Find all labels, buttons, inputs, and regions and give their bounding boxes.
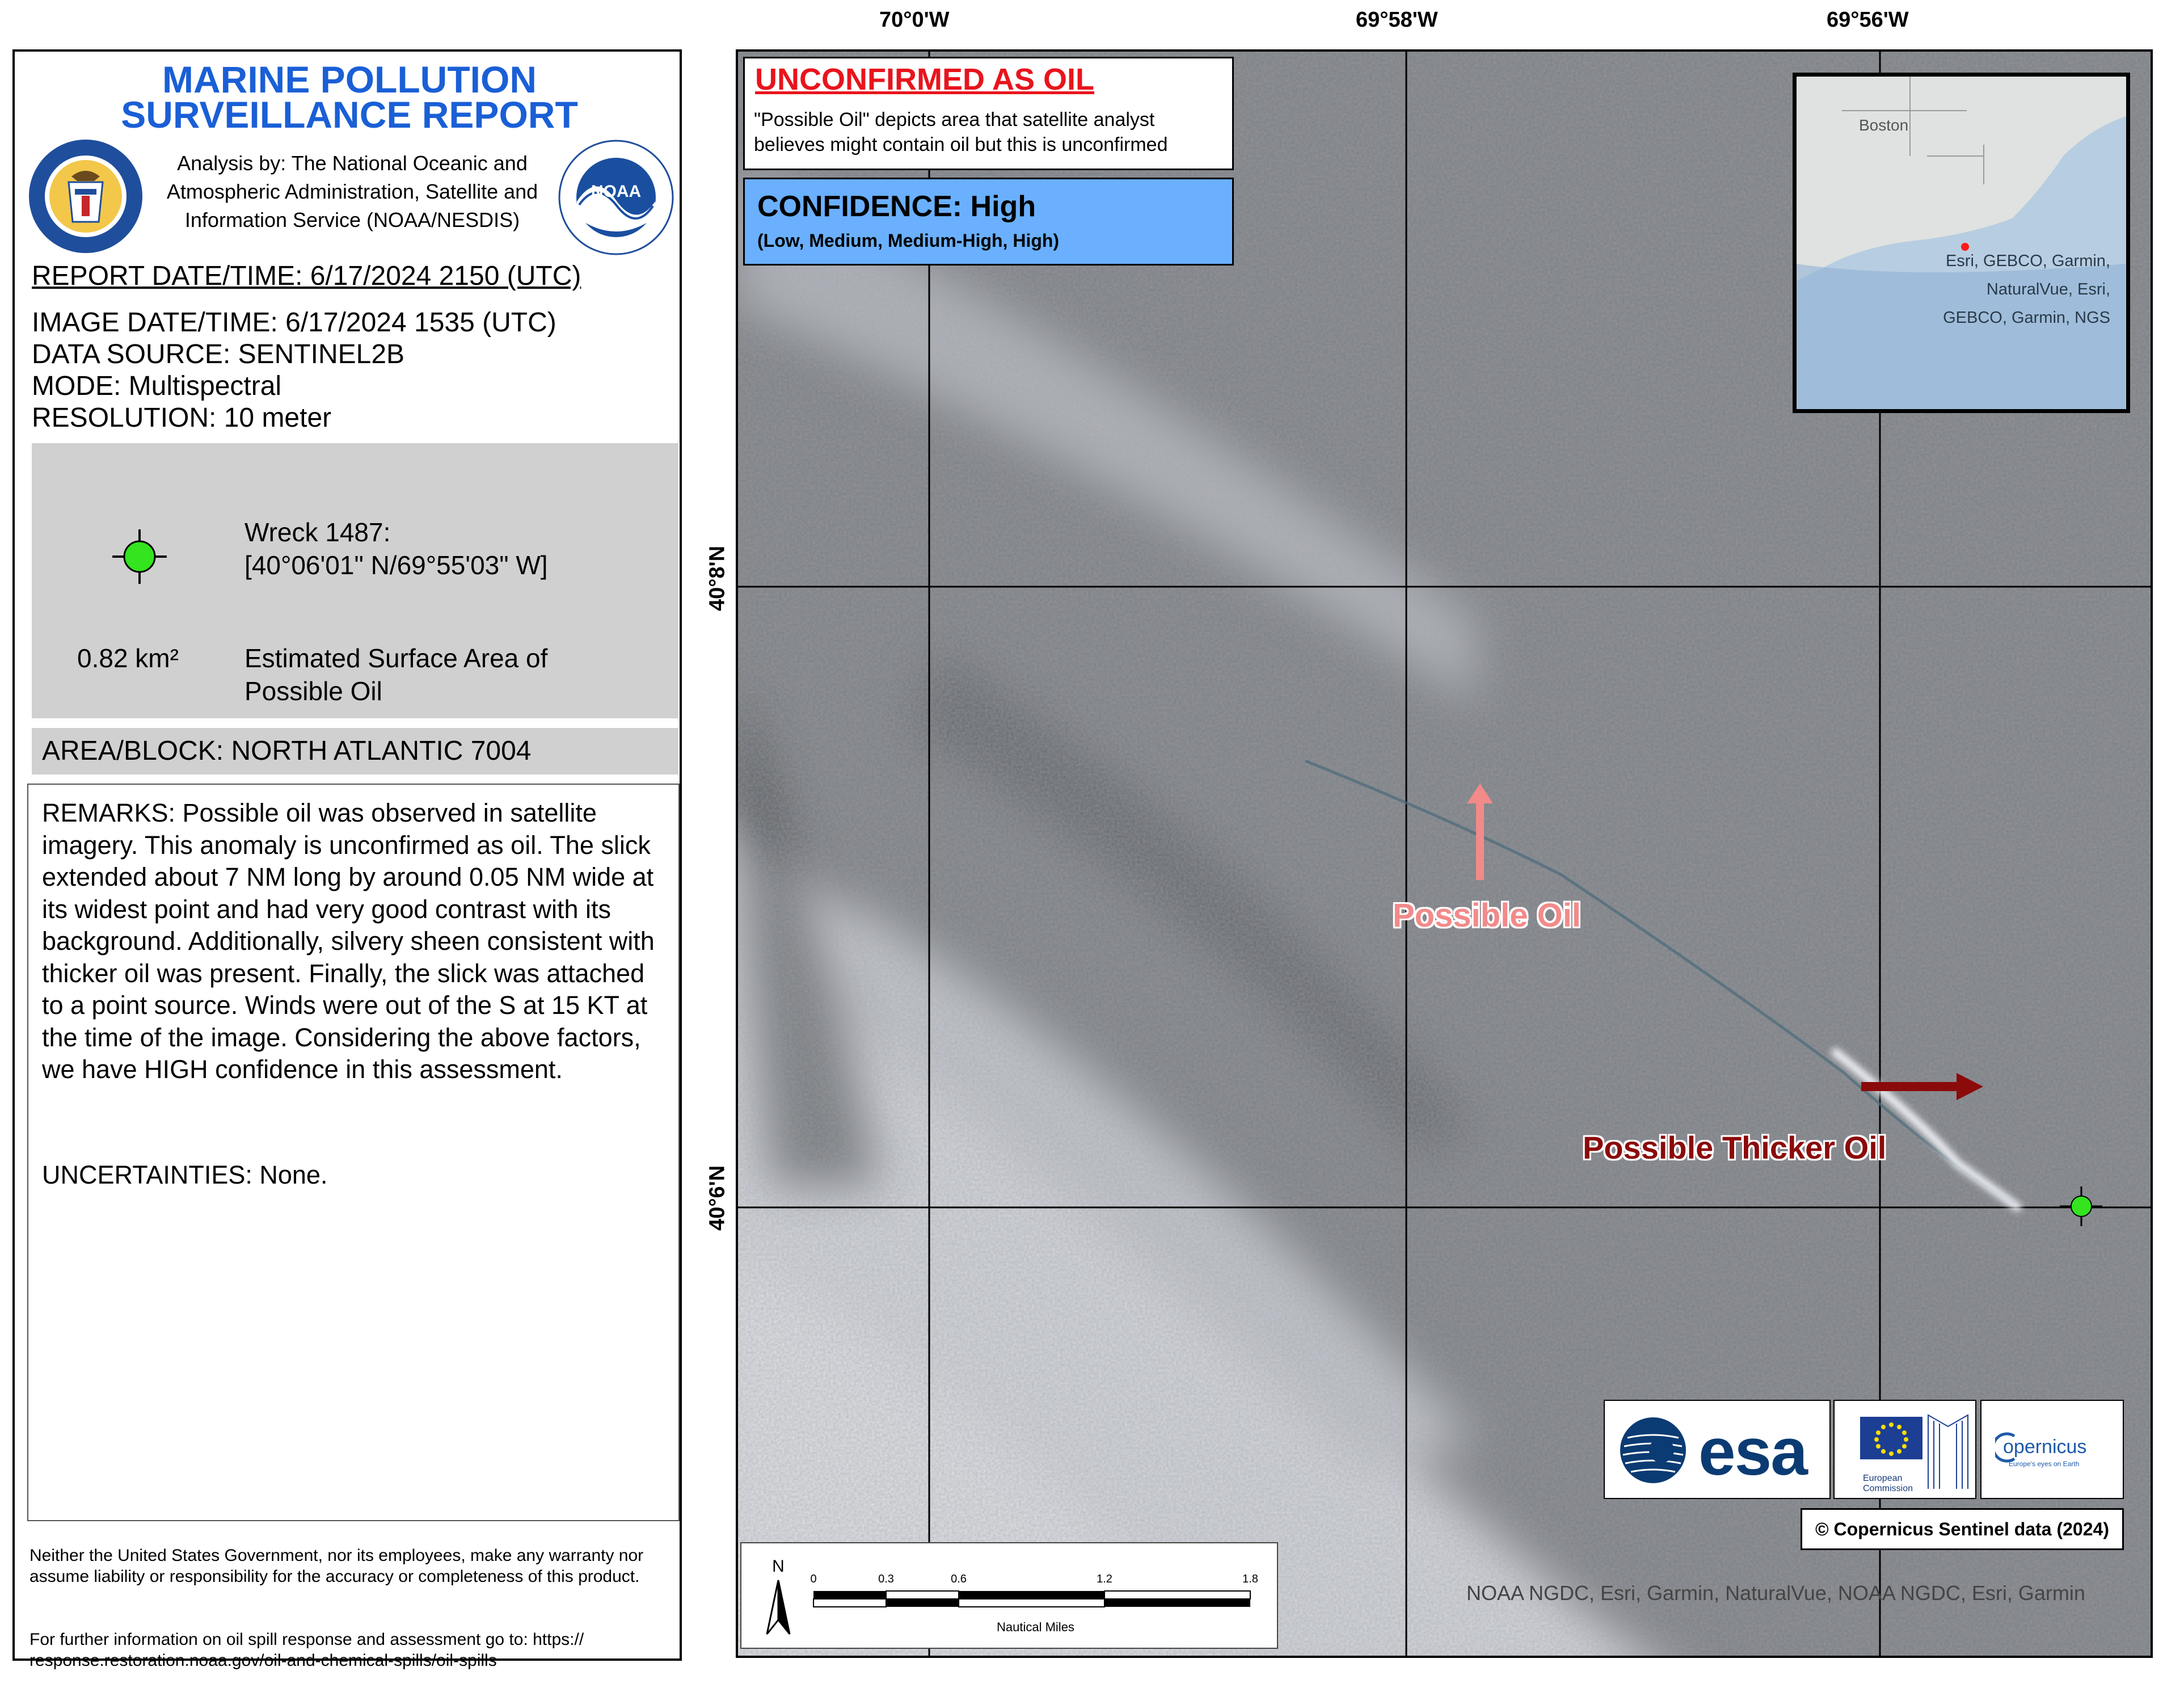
confidence-level: CONFIDENCE: High	[757, 190, 1036, 223]
longitude-label: 69°56'W	[1827, 8, 1909, 32]
basemap-attribution: NOAA NGDC, Esri, Garmin, NaturalVue, NOAA NGDC, Esri, Garmin	[1466, 1581, 2085, 1605]
disclaimer-text: Neither the United States Government, nor its employees, make any warranty nor assume liability or responsibility for the accuracy or completeness of this product.	[29, 1546, 644, 1586]
north-label: N	[772, 1557, 785, 1576]
latitude-label: 40°8'N	[705, 545, 730, 612]
report-title	[15, 58, 684, 136]
longitude-label: 69°58'W	[1356, 8, 1438, 32]
area-block-label: AREA/BLOCK: NORTH ATLANTIC 7004	[42, 736, 532, 766]
ec-wordmark-line1: European	[1863, 1474, 1903, 1483]
report-datetime: REPORT DATE/TIME: 6/17/2024 2150 (UTC)	[32, 261, 581, 291]
uncertainties-text: UNCERTAINTIES: None.	[42, 1160, 328, 1189]
esa-emblem-icon	[1616, 1415, 1690, 1486]
inset-basemap	[1797, 77, 2126, 409]
analysis-credit: Analysis by: The National Oceanic and Atmospheric Administration, Satellite and Information Service (NOAA/NESDIS)	[166, 151, 538, 231]
copernicus-logo	[1980, 1400, 2124, 1499]
scale-tick-label: 1.2	[1097, 1573, 1112, 1585]
eu-flag-icon	[1860, 1417, 1922, 1471]
inset-city-label: Boston	[1859, 116, 1909, 134]
scale-tick-label: 1.8	[1242, 1573, 1258, 1585]
scale-bar	[812, 1590, 1252, 1613]
copernicus-tagline: Europe's eyes on Earth	[2009, 1460, 2080, 1468]
unconfirmed-notice	[743, 57, 1234, 170]
thicker-oil-label: Possible Thicker Oil	[1583, 1130, 1887, 1165]
wreck-name: Wreck 1487:	[244, 517, 391, 547]
esa-logo	[1604, 1400, 1831, 1499]
surface-area-description-line2: Possible Oil	[244, 676, 382, 706]
noaa-seal	[556, 138, 676, 257]
surface-area-description	[244, 642, 547, 708]
area-block-box	[32, 728, 678, 774]
unconfirmed-description: "Possible Oil" depicts area that satellite analyst believes might contain oil but this is unconfirmed	[754, 109, 1168, 155]
confidence-scale: (Low, Medium, Medium-High, High)	[757, 230, 1060, 251]
longitude-label: 70°0'W	[879, 8, 950, 32]
report-title-line2: SURVEILLANCE REPORT	[121, 94, 578, 136]
further-info-text: For further information on oil spill response and assessment go to: https:// response.restoration.noaa.gov/oil-and-chemical-spills/oil-spills	[29, 1630, 584, 1670]
european-commission-wordmark	[1863, 1474, 1913, 1494]
department-of-commerce-seal	[26, 137, 145, 256]
ec-wordmark-line2: Commission	[1863, 1484, 1913, 1493]
image-datetime: IMAGE DATE/TIME: 6/17/2024 1535 (UTC)	[32, 308, 556, 338]
copyright-text: © Copernicus Sentinel data (2024)	[1815, 1519, 2109, 1539]
inset-attribution: Esri, GEBCO, Garmin, NaturalVue, Esri, GEBCO, Garmin, NGS	[1943, 252, 2110, 327]
north-arrow-icon	[758, 1555, 798, 1640]
european-commission-logo	[1833, 1400, 1976, 1499]
wreck-coordinates: [40°06'01" N/69°55'03" W]	[244, 550, 548, 580]
unconfirmed-title: UNCONFIRMED AS OIL	[755, 62, 1094, 96]
noaa-seal-text: NOAA	[591, 182, 642, 201]
confidence-box	[743, 178, 1234, 266]
possible-oil-label: Possible Oil	[1393, 897, 1581, 934]
report-title-line1: MARINE POLLUTION	[162, 58, 537, 100]
latitude-label: 40°6'N	[705, 1165, 730, 1231]
wreck-label	[244, 516, 548, 582]
esa-wordmark: esa	[1698, 1415, 1807, 1489]
scale-bar-box	[740, 1542, 1278, 1649]
remarks-text: REMARKS: Possible oil was observed in satellite imagery. This anomaly is unconfirmed as oil. The slick extended about 7 NM long by around 0.05 NM wide at its widest point and had very good contrast with its background. Additionally, silvery sheen consistent with thicker oil was present. Finally, the slick was attached to a point source. Winds were out of the S at 15 KT at the time of the image. Considering the above factors, we have HIGH confidence in this assessment.	[42, 798, 655, 1084]
wreck-legend-box	[32, 443, 678, 718]
image-resolution: RESOLUTION: 10 meter	[32, 403, 332, 433]
locator-inset-map	[1793, 73, 2130, 413]
report-panel	[12, 49, 682, 1670]
data-source: DATA SOURCE: SENTINEL2B	[32, 339, 405, 369]
surface-area-value: 0.82 km²	[77, 643, 179, 673]
scale-units-label: Nautical Miles	[997, 1620, 1074, 1634]
surface-area-description-line1: Estimated Surface Area of	[244, 643, 548, 673]
imaging-mode: MODE: Multispectral	[32, 371, 282, 401]
scale-tick-label: 0	[810, 1573, 817, 1585]
scale-tick-label: 0.6	[951, 1573, 967, 1585]
remarks-box	[27, 784, 680, 1521]
copernicus-wordmark: opernicus	[2003, 1436, 2087, 1458]
berlaymont-icon	[1925, 1409, 1971, 1492]
copyright-box	[1801, 1508, 2124, 1550]
scale-tick-label: 0.3	[878, 1573, 894, 1585]
wreck-marker-icon	[111, 528, 168, 585]
